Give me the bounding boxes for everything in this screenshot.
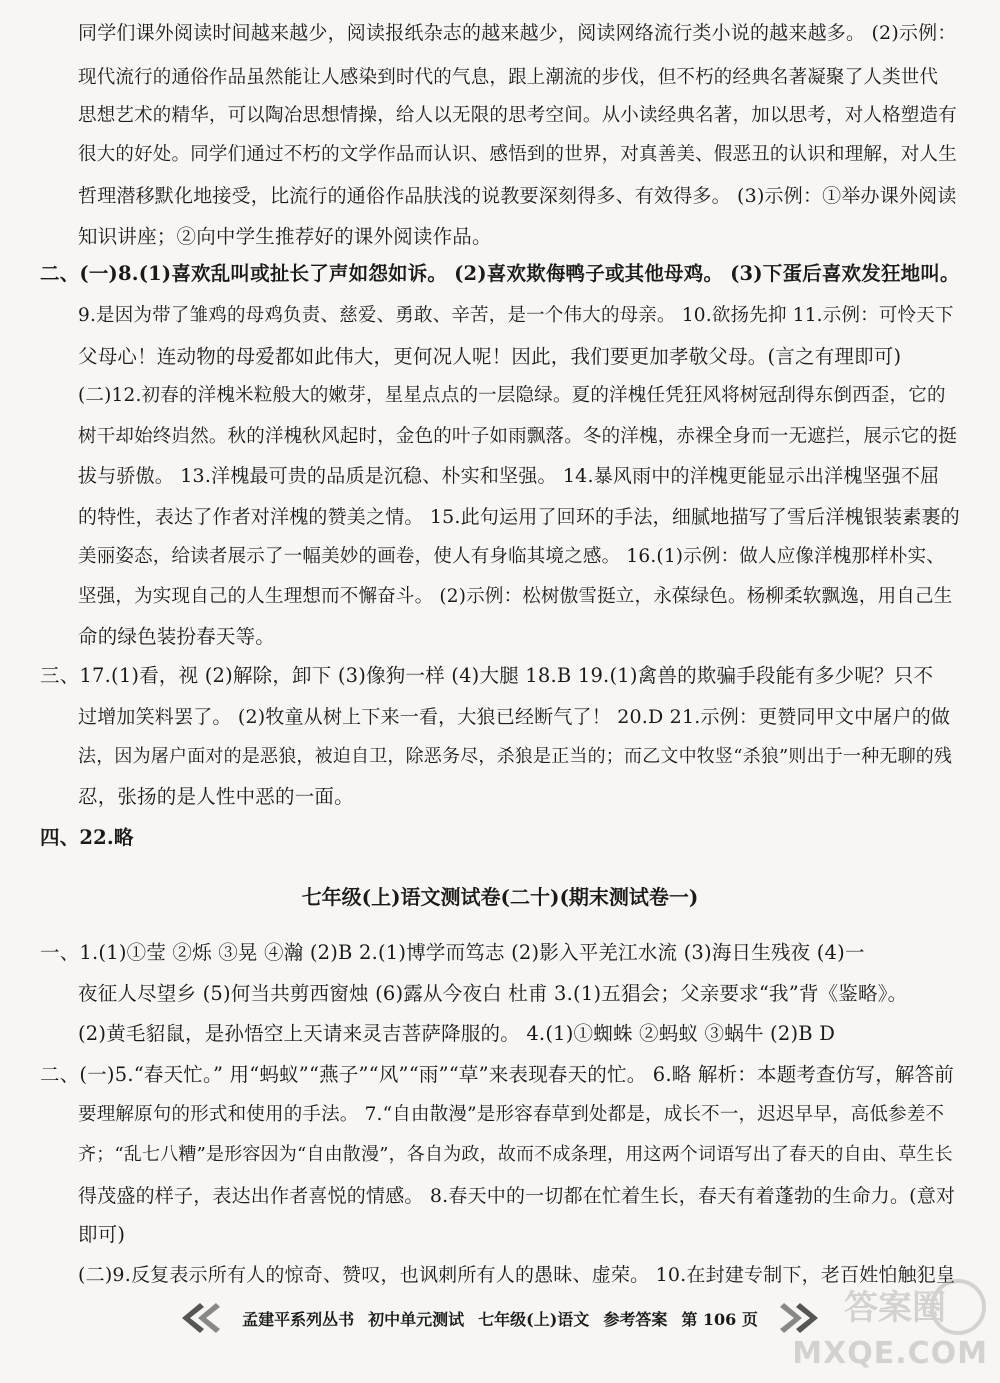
watermark-url: MXQE.COM (792, 1336, 988, 1371)
text-line: 四、22.略 (40, 826, 134, 849)
chevron-left-icon (178, 1301, 224, 1335)
text-line: (2)黄毛貂鼠，是孙悟空上天请来灵吉菩萨降服的。 4.(1)①蜘蛛 ②蚂蚁 ③蜗牛 (2)B D (78, 1022, 836, 1045)
text-line: 命的绿色装扮春天等。 (78, 625, 276, 648)
text-line: 美丽姿态，给读者展示了一幅美妙的画卷，使人有身临其境之感。 16.(1)示例：做人应像洋槐那样朴实、 (78, 546, 946, 567)
footer-book: 初中单元测试 (368, 1309, 465, 1329)
text-line: 拔与骄傲。 13.洋槐最可贵的品质是沉稳、朴实和坚强。 14.暴风雨中的洋槐更能显示出洋槐坚强不屈 (78, 465, 940, 487)
watermark (792, 1277, 988, 1377)
text-line: 哲理潜移默化地接受，比流行的通俗作品肤浅的说教要深刻得多、有效得多。 (3)示例：①举办课外阅读 (78, 185, 957, 207)
text-line: 9.是因为带了雏鸡的母鸡负责、慈爱、勇敢、辛苦，是一个伟大的母亲。 10.欲扬先抑 11.示例：可怜天下 (78, 305, 954, 326)
text-line: 夜征人尽望乡 (5)何当共剪西窗烛 (6)露从今夜白 杜甫 3.(1)五猖会；父亲要求“我”背《鉴略》。 (78, 982, 908, 1005)
text-line: 忍，张扬的是人性中恶的一面。 (78, 785, 354, 808)
footer-series: 孟建平系列丛书 (242, 1309, 355, 1329)
text-line: 二、(一)8.(1)喜欢乱叫或扯长了声如怨如诉。 (2)喜欢欺侮鸭子或其他母鸡。 (3)下蛋后喜欢发狂地叫。 (40, 262, 960, 285)
text-line: 齐；“乱七八糟”是形容因为“自由散漫”，各自为政，故而不成条理，用这两个词语写出了春天的自由、草生长 (78, 1144, 953, 1165)
text-line: 思想艺术的精华，可以陶冶思想情操，给人以无限的思考空间。从小读经典名著，加以思考，对人格塑造有 (78, 105, 957, 126)
text-line: 即可) (78, 1223, 126, 1246)
text-line: 法，因为屠户面对的是恶狼，被迫自卫，除恶务尽，杀狼是正当的；而乙文中牧竖“杀狼”则出于一种无聊的残 (78, 746, 953, 767)
footer-label: 参考答案 (603, 1309, 668, 1329)
text-line: (二)12.初春的洋槐米粒般大的嫩芽，星星点点的一层隐绿。夏的洋槐任凭狂风将树冠刮得东倒西歪，它的 (78, 385, 946, 406)
text-line: 现代流行的通俗作品虽然能让人感染到时代的气息，跟上潮流的步伐，但不朽的经典名著凝聚了人类世代 (78, 67, 939, 88)
text-line: 父母心！连动物的母爱都如此伟大，更何况人呢！因此，我们要更加孝敬父母。(言之有理即可) (78, 345, 902, 368)
footer-grade: 七年级(上)语文 (478, 1309, 590, 1329)
text-line: 很大的好处。同学们通过不朽的文学作品而认识、感悟到的世界，对真善美、假恶丑的认识和理解，对人生 (78, 144, 957, 165)
section-title: 七年级(上)语文测试卷(二十)(期末测试卷一) (301, 885, 699, 909)
text-line: 要理解原句的形式和使用的手法。 7.“自由散漫”是形容春草到处都是，成长不一，迟迟早早，高低参差不 (78, 1104, 945, 1125)
text-line: 的特性，表达了作者对洋槐的赞美之情。 15.此句运用了回环的手法，细腻地描写了雪后洋槐银装素裹的 (78, 506, 960, 528)
text-line: (二)9.反复表示所有人的惊奇、赞叹，也讽刺所有人的愚昧、虚荣。 10.在封建专制下，老百姓怕触犯皇 (78, 1264, 956, 1286)
text-line: 树干却始终岿然。秋的洋槐秋风起时，金色的叶子如雨飘落。冬的洋槐，赤裸全身而一无遮拦，展示它的挺 (78, 426, 957, 447)
text-line: 过增加笑料罢了。 (2)牧童从树上下来一看，大狼已经断气了！ 20.D 21.示例：更赞同甲文中屠户的做 (78, 706, 951, 728)
page-number: 第 106 页 (681, 1309, 758, 1329)
text-line: 同学们课外阅读时间越来越少，阅读报纸杂志的越来越少，阅读网络流行类小说的越来越多。 (2)示例： (78, 22, 957, 44)
text-line: 知识讲座；②向中学生推荐好的课外阅读作品。 (78, 225, 492, 248)
text-line: 二、(一)5.“春天忙。” 用“蚂蚁”“燕子”“风”“雨”“草”来表现春天的忙。 6.略 解析：本题考查仿写，解答前 (40, 1063, 954, 1086)
chevron-right-icon (776, 1301, 822, 1335)
text-line: 一、1.(1)①莹 ②烁 ③晃 ④瀚 (2)B 2.(1)博学而笃志 (2)影入平羌江水流 (3)海日生残夜 (4)一 (40, 941, 865, 964)
watermark-logo-text: 答案圈 (844, 1288, 946, 1328)
watermark-logo-icon (838, 1277, 988, 1337)
text-line: 三、17.(1)看，视 (2)解除，卸下 (3)像狗一样 (4)大腿 18.B 19.(1)禽兽的欺骗手段能有多少呢？只不 (40, 664, 934, 687)
text-line: 坚强，为实现自己的人生理想而不懈奋斗。 (2)示例：松树傲雪挺立，永葆绿色。杨柳柔软飘逸，用自己生 (78, 586, 953, 607)
text-line: 得茂盛的样子，表达出作者喜悦的情感。 8.春天中的一切都在忙着生长，春天有着蓬勃的生命力。(意对 (78, 1185, 956, 1207)
